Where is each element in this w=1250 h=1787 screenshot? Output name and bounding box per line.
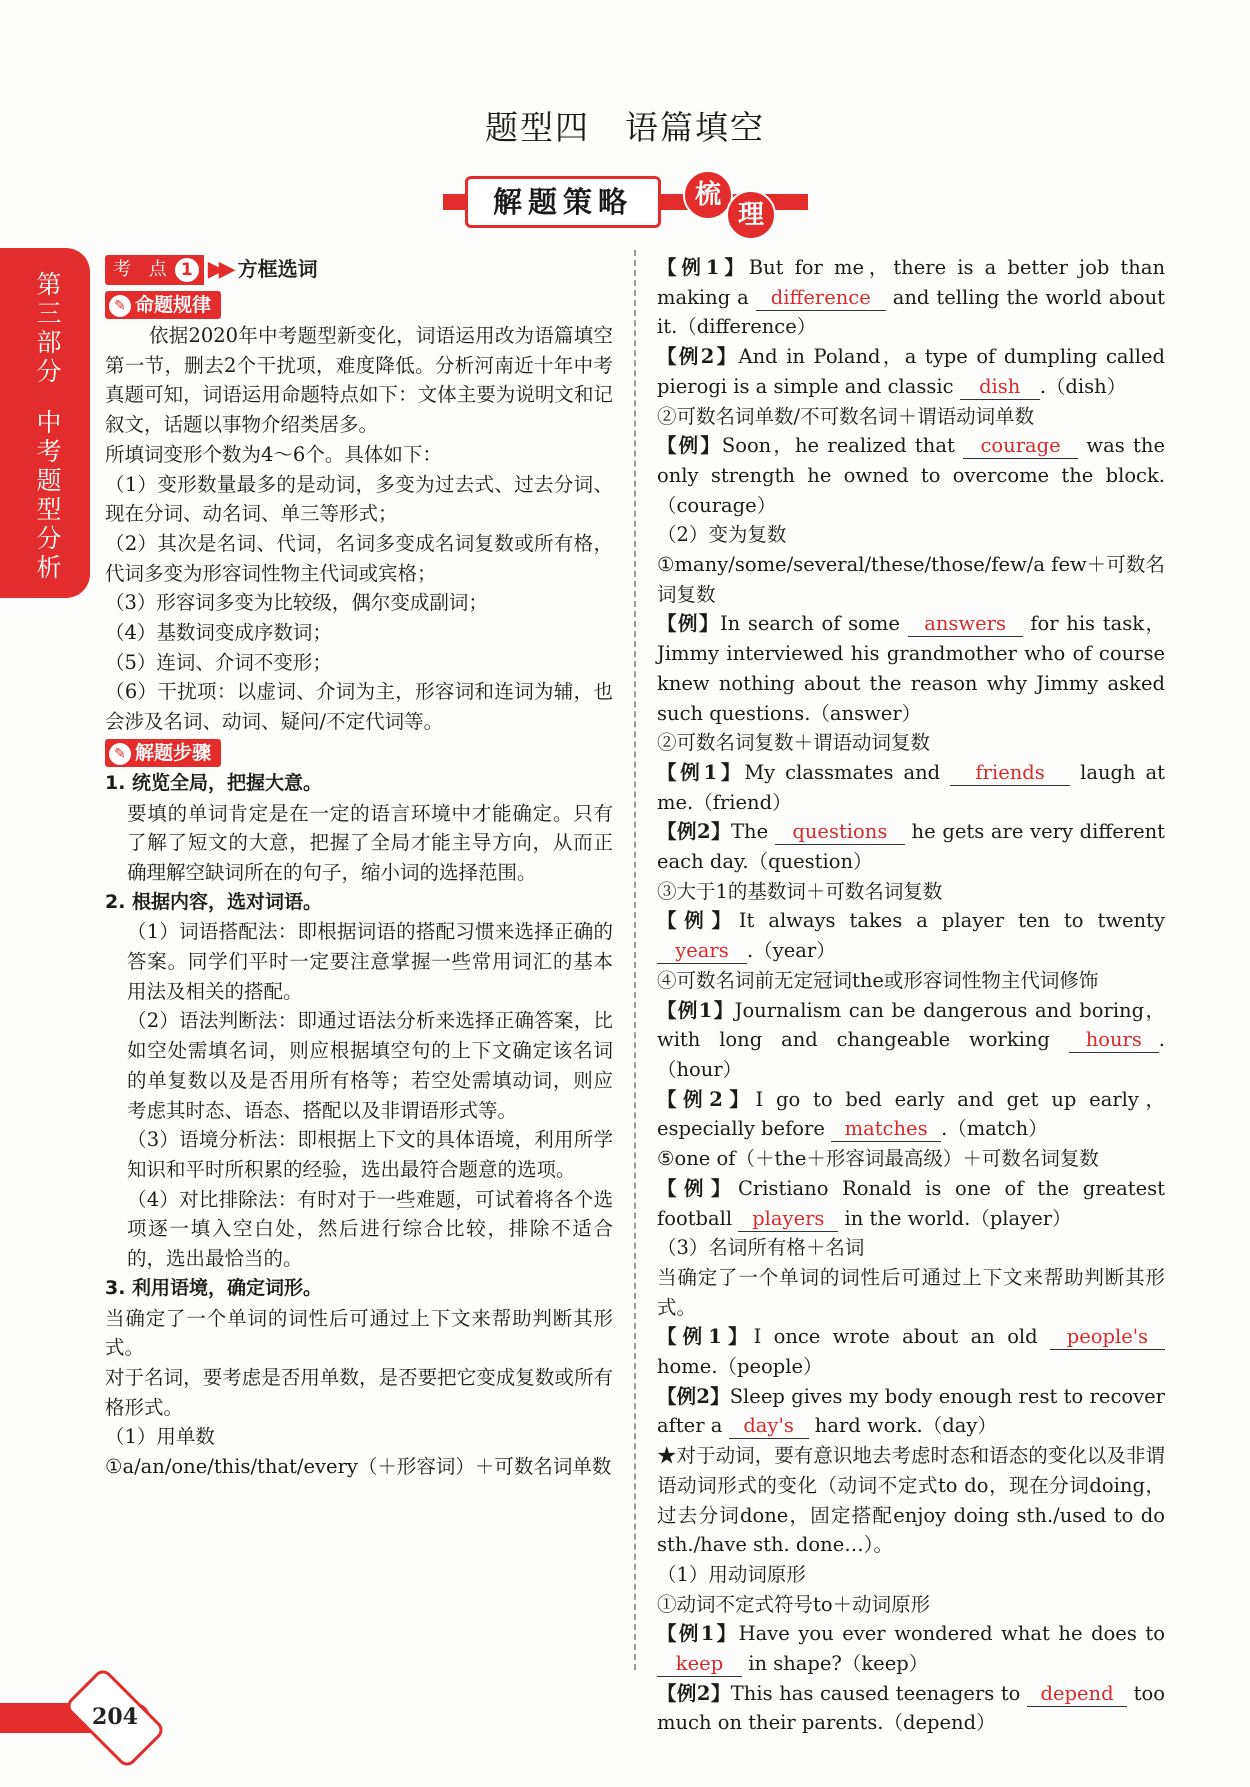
rule-line: （3）名词所有格＋名词 <box>657 1236 865 1260</box>
rule-line: 当确定了一个单词的词性后可通过上下文来帮助判断其形式。 <box>657 1265 1165 1319</box>
answer-blank: keep <box>657 1652 742 1677</box>
rules-count: 所填词变形个数为4～6个。具体如下： <box>105 442 442 466</box>
example-14: 【例2】This has caused teenagers to depend too much on their parents.（depend） <box>657 1681 1165 1735</box>
example-1: 【例1】But for me，there is a better job than making a difference and telling the world about it.（difference） <box>657 256 1166 339</box>
example-7: 【例】It always takes a player ten to twenty years .（year） <box>657 909 1165 963</box>
rule-line: ③大于1的基数词＋可数名词复数 <box>657 879 943 903</box>
page-number: 204 <box>92 1704 138 1730</box>
example-5: 【例1】My classmates and friends laugh at me.（friend） <box>657 760 1165 814</box>
answer-blank: players <box>738 1207 838 1232</box>
kaodian-title: 方框选词 <box>237 256 318 281</box>
example-13: 【例1】Have you ever wondered what he does to keep in shape?（keep） <box>657 1622 1165 1676</box>
answer-blank: difference <box>756 286 886 311</box>
answer-blank: people's <box>1050 1325 1165 1350</box>
step-2-item-2: （2）语法判断法：即通过语法分析来选择正确答案，比如空处需填名词，则应根据填空句的上下文确定该名词的单复数以及是否用所有格等；若空处需填动词，则应考虑其时态、语态、搭配以及非谓语形式等。 <box>127 1009 613 1122</box>
rule-line: ①动词不定式符号to＋动词原形 <box>657 1592 931 1616</box>
rules-intro: 依据2020年中考题型新变化，词语运用改为语篇填空第一节，删去2个干扰项，难度降低。分析河南近十年中考真题可知，词语运用命题特点如下：文体主要为说明文和记叙文，话题以事物介绍类居多。 <box>105 324 613 437</box>
rule-line: （1）用动词原形 <box>657 1562 806 1586</box>
banner-title: 解题策略 <box>465 176 661 228</box>
rules-item-3: （3）形容词多变为比较级，偶尔变成副词； <box>105 591 488 615</box>
answer-blank: questions <box>775 820 905 845</box>
step-3-body-2: 对于名词，要考虑是否用单数，是否要把它变成复数或所有格形式。 <box>105 1365 613 1419</box>
step-2-item-3: （3）语境分析法：即根据上下文的具体语境，利用所学知识和平时所积累的经验，选出最符合题意的选项。 <box>127 1128 613 1181</box>
example-3: 【例】Soon，he realized that courage was the only strength he owned to overcome the block.（courage） <box>657 434 1165 517</box>
rule-line: （2）变为复数 <box>657 523 787 547</box>
rule-line: ①many/some/several/these/those/few/a few＋可数名词复数 <box>657 553 1165 606</box>
rule-line: ⑤one of（＋the＋形容词最高级）＋可数名词复数 <box>657 1147 1099 1171</box>
example-4: 【例】In search of some answers for his task，Jimmy interviewed his grandmother who of course knew nothing about the reason why Jimmy asked such questions.（answer） <box>657 612 1166 725</box>
kaodian-header <box>105 253 613 286</box>
example-8: 【例1】Journalism can be dangerous and boring，with long and changeable working hours .（hour） <box>657 998 1165 1081</box>
rule-line: ②可数名词复数＋谓语动词复数 <box>657 731 931 755</box>
side-tab-text: 第 三 部 分 中 考 题 型 分 析 <box>36 270 62 582</box>
banner-badge-1: 梳 <box>683 170 733 220</box>
answer-blank: years <box>657 939 747 964</box>
example-10: 【例】Cristiano Ronald is one of the greatest football players in the world.（player） <box>657 1176 1165 1230</box>
section-icon: ✎ <box>109 743 131 765</box>
step-3-body-4: ①a/an/one/this/that/every（＋形容词）＋可数名词单数 <box>105 1455 612 1479</box>
rules-item-5: （5）连词、介词不变形； <box>105 650 332 674</box>
kaodian-label: 考 点 1 <box>105 255 204 285</box>
left-column <box>105 253 613 1482</box>
rule-line: ②可数名词单数/不可数名词＋谓语动词单数 <box>657 404 1035 428</box>
column-divider <box>634 250 636 1670</box>
example-6: 【例2】The questions he gets are very different each day.（question） <box>657 820 1166 874</box>
step-1-body: 要填的单词肯定是在一定的语言环境中才能确定。只有了解了短文的大意，把握了全局才能主导方向，从而正确理解空缺词所在的句子，缩小词的选择范围。 <box>127 801 613 884</box>
step-3-body-3: （1）用单数 <box>105 1425 215 1449</box>
example-12: 【例2】Sleep gives my body enough rest to recover after a day's hard work.（day） <box>657 1384 1165 1438</box>
step-2-item-1: （1）词语搭配法：即根据词语的搭配习惯来选择正确的答案。同学们平时一定要注意掌握一些常用词汇的基本用法及相关的搭配。 <box>127 920 613 1003</box>
example-2: 【例2】And in Poland，a type of dumpling called pierogi is a simple and classic dish .（dish） <box>657 345 1165 398</box>
section-label-rules: ✎ 命题规律 <box>105 291 221 319</box>
example-11: 【例1】I once wrote about an old people's home.（people） <box>657 1322 1165 1381</box>
answer-blank: courage <box>963 434 1078 459</box>
banner-badge-2: 理 <box>726 190 776 240</box>
rules-item-4: （4）基数词变成序数词； <box>105 621 332 645</box>
strategy-banner <box>443 168 808 240</box>
kaodian-number: 1 <box>175 258 199 282</box>
example-9: 【例2】I go to bed early and get up early，especially before matches .（match） <box>657 1087 1165 1141</box>
section-label-steps: ✎ 解题步骤 <box>105 739 221 767</box>
rules-item-2: （2）其次是名词、代词，名词多变成名词复数或所有格，代词多变为形容词性物主代词或宾格； <box>105 531 613 585</box>
step-1-heading: 1. 统览全局，把握大意。 <box>105 771 323 794</box>
answer-blank: day's <box>729 1414 809 1439</box>
double-arrow-icon: ▶▶ <box>207 256 230 282</box>
step-2-item-4: （4）对比排除法：有时对于一些难题，可试着将各个选项逐一填入空白处，然后进行综合比较，排除不适合的，选出最恰当的。 <box>127 1187 613 1271</box>
step-2-heading: 2. 根据内容，选对词语。 <box>105 890 323 913</box>
rule-line: ④可数名词前无定冠词the或形容词性物主代词修饰 <box>657 968 1099 992</box>
step-3-heading: 3. 利用语境，确定词形。 <box>105 1276 323 1299</box>
rule-line: ★对于动词，要有意识地去考虑时态和语态的变化以及非谓语动词形式的变化（动词不定式to do，现在分词doing，过去分词done，固定搭配enjoy doing sth./used to do sth./have sth. done…）。 <box>657 1444 1165 1557</box>
answer-blank: depend <box>1027 1682 1127 1707</box>
answer-blank: hours <box>1069 1028 1159 1053</box>
answer-blank: dish <box>960 375 1040 400</box>
answer-blank: answers <box>908 612 1023 637</box>
rules-item-1: （1）变形数量最多的是动词，多变为过去式、过去分词、现在分词、动名词、单三等形式； <box>105 472 613 526</box>
page-title: 题型四 语篇填空 <box>485 108 765 147</box>
section-icon: ✎ <box>109 295 131 317</box>
right-column <box>657 253 1165 1738</box>
answer-blank: matches <box>831 1117 941 1142</box>
step-3-body-1: 当确定了一个单词的词性后可通过上下文来帮助判断其形式。 <box>105 1306 613 1360</box>
rules-item-6: （6）干扰项：以虚词、介词为主，形容词和连词为辅，也会涉及名词、动词、疑问/不定代词等。 <box>105 680 613 734</box>
answer-blank: friends <box>950 761 1070 786</box>
